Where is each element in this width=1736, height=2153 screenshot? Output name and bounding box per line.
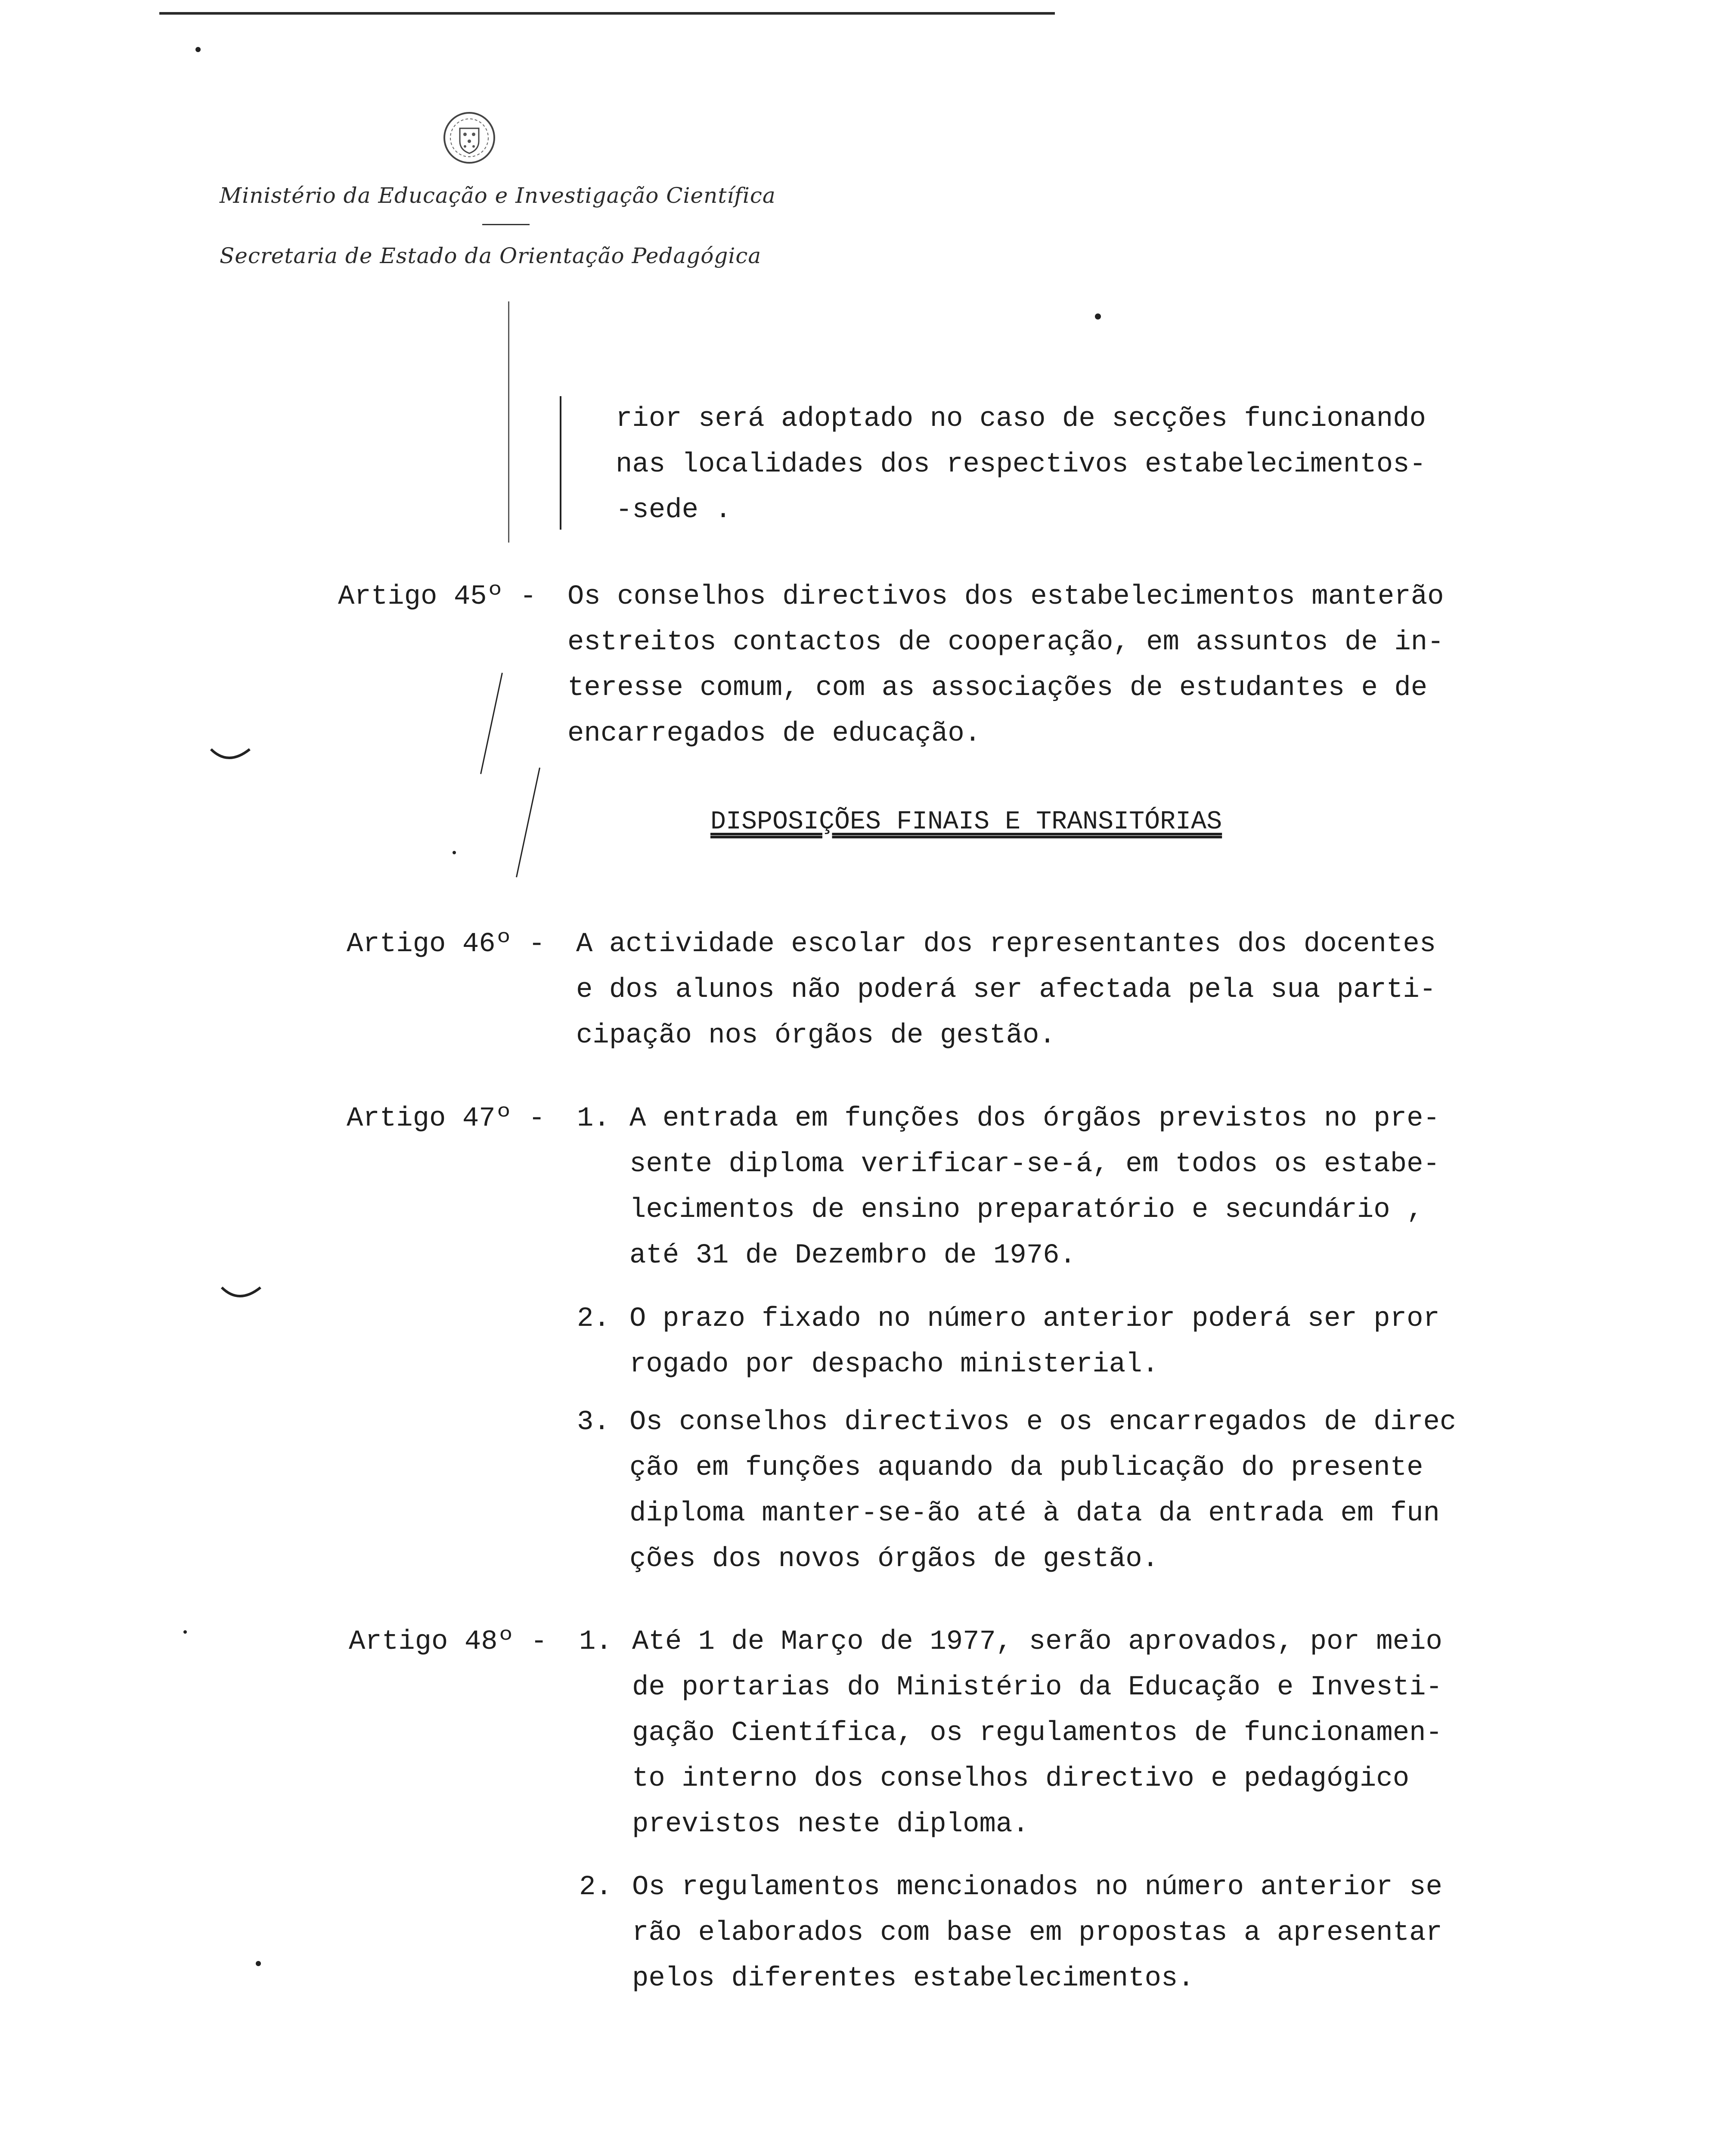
text-line: Os conselhos directivos e os encarregados de direc	[629, 1407, 1457, 1438]
section-heading: DISPOSIÇÕES FINAIS E TRANSITÓRIAS	[710, 807, 1222, 837]
margin-hole-mark	[222, 1287, 260, 1296]
article-46-label: Artigo 46º -	[347, 929, 545, 960]
item-number: 3.	[577, 1407, 610, 1438]
scan-speck	[1095, 313, 1101, 320]
text-line: nas localidades dos respectivos estabelecimentos-	[616, 449, 1426, 480]
text-line: pelos diferentes estabelecimentos.	[632, 1963, 1194, 1994]
text-line: lecimentos de ensino preparatório e secundário ,	[629, 1194, 1423, 1225]
text-line: de portarias do Ministério da Educação e Investi-	[632, 1672, 1442, 1703]
text-line: previstos neste diploma.	[632, 1809, 1029, 1840]
scan-speck	[183, 1630, 187, 1634]
text-line: Até 1 de Março de 1977, serão aprovados, por meio	[632, 1626, 1442, 1657]
text-line: estreitos contactos de cooperação, em assuntos de in-	[567, 627, 1444, 658]
item-number: 1.	[579, 1626, 612, 1657]
text-line: rão elaborados com base em propostas a apresentar	[632, 1917, 1442, 1948]
text-line: A actividade escolar dos representantes dos docentes	[576, 929, 1436, 960]
article-47-label: Artigo 47º -	[347, 1103, 545, 1134]
article-48-label: Artigo 48º -	[349, 1626, 547, 1657]
scan-speck	[195, 47, 201, 52]
item-number: 2.	[579, 1872, 612, 1903]
text-line: A entrada em funções dos órgãos previstos no pre-	[629, 1103, 1440, 1134]
text-line: diploma manter-se-ão até à data da entrada em fun	[629, 1498, 1440, 1529]
scan-speck	[453, 851, 456, 854]
item-number: 2.	[577, 1303, 610, 1334]
scan-speck	[256, 1961, 261, 1966]
text-line: e dos alunos não poderá ser afectada pela sua parti-	[576, 974, 1436, 1005]
text-line: -sede .	[616, 495, 732, 526]
text-line: to interno dos conselhos directivo e pedagógico	[632, 1763, 1410, 1794]
text-line: ção em funções aquando da publicação do presente	[629, 1452, 1423, 1483]
text-line: gação Científica, os regulamentos de funcionamen-	[632, 1718, 1442, 1749]
text-line: cipação nos órgãos de gestão.	[576, 1020, 1056, 1051]
text-line: Os conselhos directivos dos estabelecimentos manterão	[567, 581, 1444, 612]
secretariat-name: Secretaria de Estado da Orientação Pedagógica	[220, 243, 762, 268]
text-line: teresse comum, com as associações de estudantes e de	[567, 673, 1428, 704]
ministry-name: Ministério da Educação e Investigação Científica	[220, 183, 776, 208]
item-number: 1.	[577, 1103, 610, 1134]
text-line: encarregados de educação.	[567, 718, 981, 749]
text-line: O prazo fixado no número anterior poderá ser pror	[629, 1303, 1440, 1334]
margin-hole-mark	[211, 749, 250, 758]
text-line: até 31 de Dezembro de 1976.	[629, 1240, 1076, 1271]
article-45-label: Artigo 45º -	[338, 581, 536, 612]
text-line: Os regulamentos mencionados no número anterior se	[632, 1872, 1442, 1903]
text-line: sente diploma verificar-se-á, em todos os estabe-	[629, 1149, 1440, 1180]
text-line: rogado por despacho ministerial.	[629, 1349, 1159, 1380]
text-line: rior será adoptado no caso de secções funcionando	[616, 403, 1426, 434]
text-line: ções dos novos órgãos de gestão.	[629, 1544, 1159, 1575]
